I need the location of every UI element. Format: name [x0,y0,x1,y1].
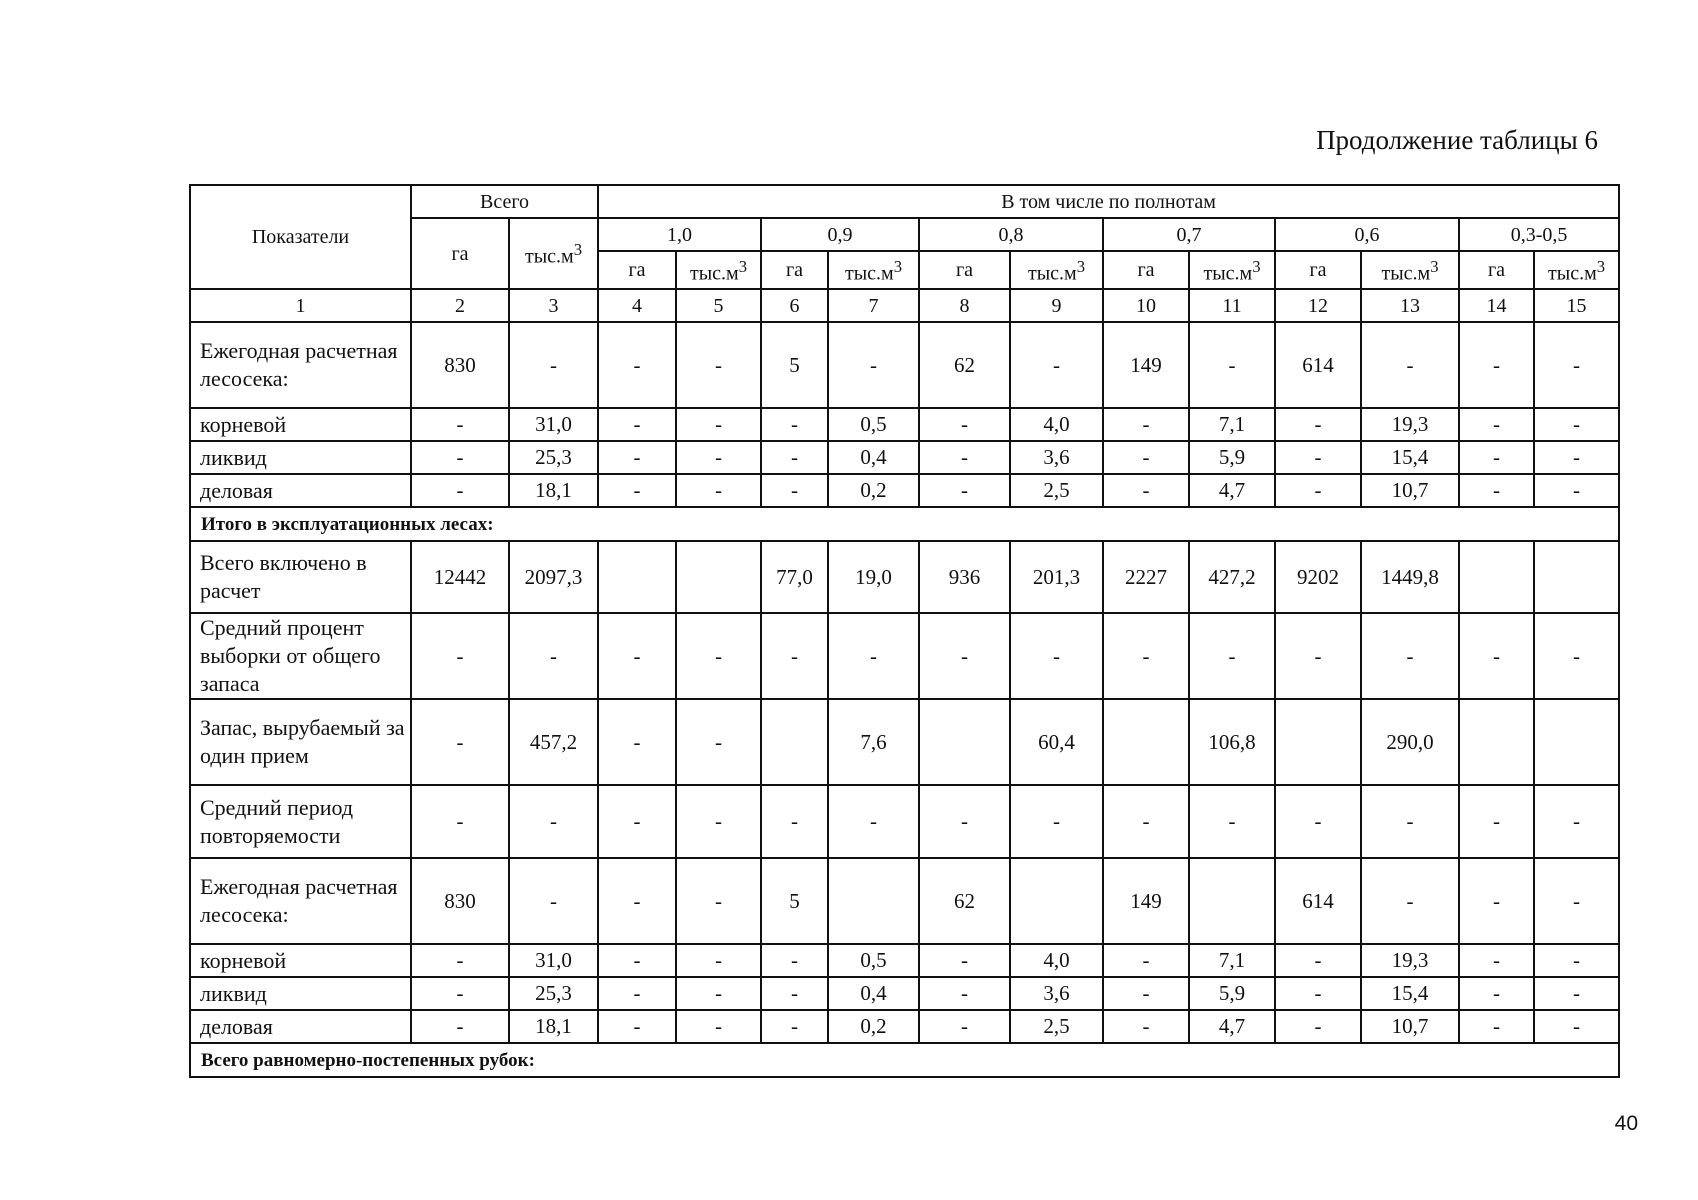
table-row-commercial-2 [190,1010,1619,1043]
table-cell: - [1534,977,1619,1010]
table-cell: - [676,699,761,785]
table-cell: - [411,441,509,474]
indicators-header: Показатели [190,185,411,289]
density-header-0-3-0-5: 0,3-0,5 [1459,218,1619,251]
table-cell: - [676,1010,761,1043]
table-cell: 2097,3 [509,541,598,613]
table-cell: 4,0 [1010,944,1103,977]
table-cell: - [676,408,761,441]
table-cell: 830 [411,322,509,408]
table-cell: 5 [761,858,828,944]
table-cell: - [1361,613,1459,699]
table-cell: 60,4 [1010,699,1103,785]
table-cell: - [919,785,1010,858]
table-cell: - [598,977,676,1010]
column-number: 6 [761,289,828,322]
table-cell: 2227 [1103,541,1189,613]
table-cell: - [676,322,761,408]
section-row-uniform-cuts [190,1043,1619,1077]
table-cell: 19,3 [1361,408,1459,441]
column-number: 15 [1534,289,1619,322]
ha-subheader: га [1103,251,1189,289]
table-row-root [190,408,1619,441]
table-cell: - [1275,441,1361,474]
table-cell [828,858,919,944]
table-cell: - [1459,613,1534,699]
table-cell: - [1361,785,1459,858]
table-cell: - [1534,1010,1619,1043]
column-number: 9 [1010,289,1103,322]
table-cell: - [676,785,761,858]
table-row-included-total [190,541,1619,613]
table-cell [1103,699,1189,785]
table-cell [1459,541,1534,613]
ha-subheader: га [598,251,676,289]
unit-text: тыс.м [524,245,574,268]
table-cell: - [761,944,828,977]
table-cell: - [411,613,509,699]
table-cell: - [919,944,1010,977]
table-cell [598,541,676,613]
row-label: Запас, вырубаемый за один прием [190,699,411,785]
table-cell: - [676,441,761,474]
column-number-row [190,289,1619,322]
table-cell: - [761,613,828,699]
by-density-header: В том числе по полнотам [598,185,1619,218]
table-cell [1275,699,1361,785]
table-cell: - [598,699,676,785]
unit-text: тыс.м [1203,262,1253,285]
table-cell: 0,2 [828,1010,919,1043]
table-cell: - [1459,1010,1534,1043]
table-cell: 0,5 [828,408,919,441]
total-header: Всего [411,185,598,218]
table-cell: - [1275,977,1361,1010]
table-cell: - [1010,613,1103,699]
table-cell: 0,4 [828,441,919,474]
table-cell: - [1275,944,1361,977]
table-cell [1534,541,1619,613]
table-cell: - [676,977,761,1010]
unit-superscript: 3 [893,256,903,276]
table-cell: - [1189,322,1275,408]
column-number: 11 [1189,289,1275,322]
table-cell: 4,7 [1189,1010,1275,1043]
table-cell: 25,3 [509,441,598,474]
table-cell: 19,0 [828,541,919,613]
table-cell: - [676,474,761,507]
table-cell: - [919,613,1010,699]
table-cell: 106,8 [1189,699,1275,785]
unit-text: тыс.м [1548,262,1597,285]
table-cell: - [411,474,509,507]
table-cell: 7,1 [1189,944,1275,977]
table-cell: - [1103,441,1189,474]
table-cell [761,699,828,785]
table-cell: 5,9 [1189,441,1275,474]
total-volume-header [509,218,598,289]
unit-text: тыс.м [1381,262,1431,285]
table-cell: - [828,785,919,858]
column-number: 7 [828,289,919,322]
table-cell: 290,0 [1361,699,1459,785]
table-cell: - [1275,785,1361,858]
column-number: 1 [190,289,411,322]
table-cell: 614 [1275,858,1361,944]
ha-subheader: га [919,251,1010,289]
table-cell: - [1534,613,1619,699]
column-number: 5 [676,289,761,322]
table-cell: - [1534,441,1619,474]
table-row-annual-cut [190,322,1619,408]
table-cell: - [598,408,676,441]
table-cell: - [509,613,598,699]
table-cell: - [411,408,509,441]
table-cell: - [1459,858,1534,944]
table-cell: 7,6 [828,699,919,785]
table-row-stock-per-cut [190,699,1619,785]
table-cell: 614 [1275,322,1361,408]
table-cell: - [1189,785,1275,858]
table-cell: 201,3 [1010,541,1103,613]
unit-text: тыс.м [689,262,739,285]
table-cell: 18,1 [509,474,598,507]
table-cell: - [761,977,828,1010]
table-row-avg-selection [190,613,1619,699]
table-cell: 62 [919,858,1010,944]
column-number: 8 [919,289,1010,322]
table-cell: 62 [919,322,1010,408]
table-cell: 4,0 [1010,408,1103,441]
section-heading: Итого в эксплуатационных лесах: [190,507,1619,541]
table-cell: - [761,441,828,474]
table-cell: 7,1 [1189,408,1275,441]
row-label: Ежегодная расчетная лесосека: [190,322,411,408]
column-number: 13 [1361,289,1459,322]
table-row-annual-cut-2 [190,858,1619,944]
table-cell: - [509,858,598,944]
table-cell: 0,2 [828,474,919,507]
table-cell: - [1459,944,1534,977]
table-cell: - [761,1010,828,1043]
table-cell: - [598,785,676,858]
table-cell: - [1010,322,1103,408]
table-cell: - [676,944,761,977]
column-number: 2 [411,289,509,322]
row-label: деловая [190,1010,411,1043]
column-number: 14 [1459,289,1534,322]
table-cell [1459,699,1534,785]
volume-subheader [1534,251,1619,289]
table-cell: - [598,613,676,699]
column-number: 10 [1103,289,1189,322]
table-cell: - [1534,785,1619,858]
table-cell: - [1103,613,1189,699]
table-cell: - [1534,474,1619,507]
table-cell: 149 [1103,858,1189,944]
table-cell: - [598,858,676,944]
table-cell: - [1459,441,1534,474]
density-header-0-7: 0,7 [1103,218,1275,251]
table-cell: 10,7 [1361,474,1459,507]
unit-superscript: 3 [1596,256,1606,276]
table-cell: 936 [919,541,1010,613]
table-cell: - [676,858,761,944]
unit-text: тыс.м [844,262,894,285]
table-cell: - [1103,944,1189,977]
density-header-0-6: 0,6 [1275,218,1459,251]
table-cell: - [1103,785,1189,858]
unit-superscript: 3 [738,256,748,276]
section-heading: Всего равномерно-постепенных рубок: [190,1043,1619,1077]
table-cell: - [1459,785,1534,858]
table-cell: - [509,785,598,858]
table-cell [1534,699,1619,785]
table-cell: 4,7 [1189,474,1275,507]
volume-subheader [1189,251,1275,289]
table-cell: 3,6 [1010,441,1103,474]
table-cell: 18,1 [509,1010,598,1043]
forest-cutting-table [189,184,1620,1078]
table-cell: - [598,1010,676,1043]
table-cell: 12442 [411,541,509,613]
table-cell: - [1275,474,1361,507]
table-cell: - [598,474,676,507]
table-cell: 1449,8 [1361,541,1459,613]
table-cell [676,541,761,613]
table-cell: - [919,474,1010,507]
table-cell [1189,858,1275,944]
ha-subheader: га [1275,251,1361,289]
table-row-liquid [190,441,1619,474]
table-cell: - [509,322,598,408]
ha-subheader: га [1459,251,1534,289]
table-cell: - [411,699,509,785]
table-cell: - [1459,977,1534,1010]
table-cell: - [919,441,1010,474]
table-cell: 457,2 [509,699,598,785]
row-label: деловая [190,474,411,507]
volume-subheader [1010,251,1103,289]
table-cell: - [919,977,1010,1010]
table-cell: - [1010,785,1103,858]
table-cell: - [1534,408,1619,441]
unit-superscript: 3 [1430,256,1439,276]
table-cell: - [1275,1010,1361,1043]
table-cell: 15,4 [1361,441,1459,474]
table-cell: 31,0 [509,408,598,441]
table-cell: 31,0 [509,944,598,977]
table-cell: 25,3 [509,977,598,1010]
unit-superscript: 3 [1252,256,1261,276]
table-row-root-2 [190,944,1619,977]
unit-text: тыс.м [1027,262,1077,285]
row-label: Средний процент выборки от общего запаса [190,613,411,699]
table-cell: - [1275,408,1361,441]
table-cell: - [676,613,761,699]
table-cell: - [828,322,919,408]
table-cell: 5,9 [1189,977,1275,1010]
table-cell: - [598,944,676,977]
row-label: корневой [190,408,411,441]
table-row-avg-period [190,785,1619,858]
table-cell: - [411,944,509,977]
table-cell: - [919,1010,1010,1043]
density-header-0-8: 0,8 [919,218,1103,251]
table-cell [919,699,1010,785]
table-cell: - [1534,944,1619,977]
table-cell: - [1103,977,1189,1010]
column-number: 3 [509,289,598,322]
table-cell: - [1275,613,1361,699]
volume-subheader [828,251,919,289]
table-cell: - [1459,408,1534,441]
table-cell: 427,2 [1189,541,1275,613]
volume-subheader [676,251,761,289]
table-cell: - [1103,474,1189,507]
density-header-1-0: 1,0 [598,218,761,251]
table-cell: - [598,441,676,474]
header-row-1 [190,185,1619,218]
table-cell: 149 [1103,322,1189,408]
table-row-liquid-2 [190,977,1619,1010]
table-cell: - [1534,322,1619,408]
table-cell [1010,858,1103,944]
table-cell: - [919,408,1010,441]
table-cell: - [828,613,919,699]
row-label: Ежегодная расчетная лесосека: [190,858,411,944]
ha-subheader: га [761,251,828,289]
table-cell: 77,0 [761,541,828,613]
table-cell: - [1189,613,1275,699]
table-caption: Продолжение таблицы 6 [1316,125,1598,155]
table-cell: 2,5 [1010,474,1103,507]
table-cell: 830 [411,858,509,944]
page-number: 40 [1614,1112,1638,1135]
table-cell: 0,4 [828,977,919,1010]
table-cell: - [411,1010,509,1043]
column-number: 12 [1275,289,1361,322]
table-cell: 0,5 [828,944,919,977]
table-cell: - [1103,408,1189,441]
unit-superscript: 3 [573,240,583,260]
column-number: 4 [598,289,676,322]
table-cell: - [761,785,828,858]
table-cell: - [1459,322,1534,408]
table-row-commercial [190,474,1619,507]
table-cell: 19,3 [1361,944,1459,977]
row-label: Средний период повторяемости [190,785,411,858]
table-cell: - [1459,474,1534,507]
density-header-0-9: 0,9 [761,218,919,251]
table-cell: - [598,322,676,408]
row-label: ликвид [190,441,411,474]
unit-superscript: 3 [1076,256,1086,276]
row-label: корневой [190,944,411,977]
table-cell: 5 [761,322,828,408]
table-cell: - [1534,858,1619,944]
table-cell: 3,6 [1010,977,1103,1010]
row-label: Всего включено в расчет [190,541,411,613]
total-ha-header: га [411,218,509,289]
volume-subheader [1361,251,1459,289]
table-cell: - [411,785,509,858]
table-cell: - [411,977,509,1010]
table-cell: 10,7 [1361,1010,1459,1043]
table-cell: 2,5 [1010,1010,1103,1043]
table-cell: 15,4 [1361,977,1459,1010]
row-label: ликвид [190,977,411,1010]
table-cell: 9202 [1275,541,1361,613]
table-cell: - [761,474,828,507]
table-cell: - [1361,858,1459,944]
table-cell: - [761,408,828,441]
section-row-exploitation-total [190,507,1619,541]
table-cell: - [1361,322,1459,408]
table-cell: - [1103,1010,1189,1043]
